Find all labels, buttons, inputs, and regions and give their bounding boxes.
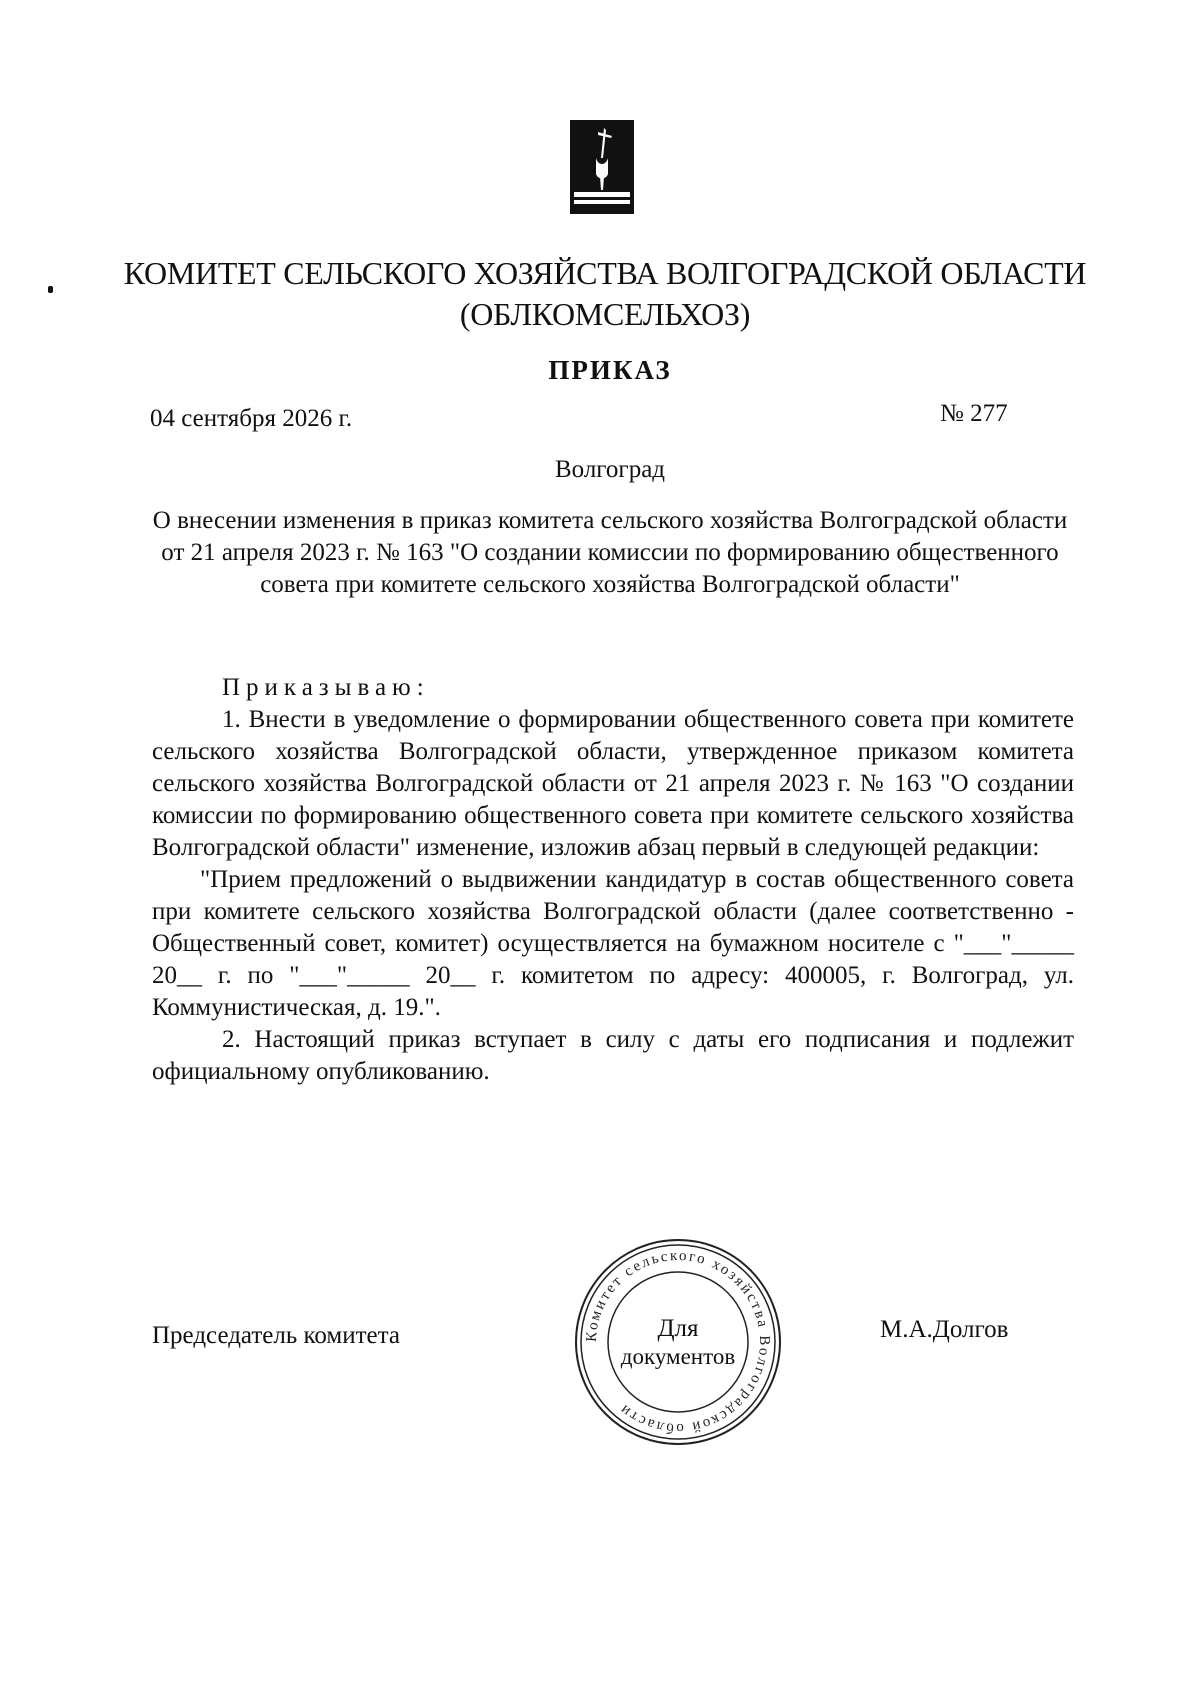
stamp-center-line-1: Для [657, 1315, 699, 1342]
signer-position: Председатель комитета [152, 1322, 400, 1349]
signer-name: М.А.Долгов [880, 1316, 1009, 1343]
order-item-1: 1. Внести в уведомление о формировании общественного совета при комитете сельского хозяйства Волгоградской области, утвержденное приказом комитета сельского хозяйства Волгоградской области от 21 апреля 2023 г. № 163 "О создании комиссии по формированию общественного совета при комитете сельского хозяйства Волгоградской области" изменение, изложив абзац первый в следующей редакции: [152, 706, 1074, 861]
document-type: ПРИКАЗ [548, 355, 672, 385]
document-body [152, 672, 1074, 1088]
order-lead: Приказываю: [222, 674, 430, 701]
organization-name: КОМИТЕТ СЕЛЬСКОГО ХОЗЯЙСТВА ВОЛГОГРАДСКОЙ ОБЛАСТИ [123, 255, 1087, 291]
document-subject: О внесении изменения в приказ комитета сельского хозяйства Волгоградской области от 21 апреля 2023 г. № 163 "О создании комиссии по формированию общественного совета при комитете сельского хозяйства Волгоградской области" [152, 507, 1068, 598]
official-stamp [572, 1236, 784, 1448]
document-city: Волгоград [554, 456, 666, 483]
document-date: 04 сентября 2026 г. [150, 405, 353, 432]
stamp-ring-text: Комитет сельского хозяйства Волгоградской области [583, 1247, 773, 1437]
volgograd-coat-of-arms-icon [568, 118, 636, 216]
order-item-1-quote: "Прием предложений о выдвижении кандидатур в состав общественного совета при комитете сельского хозяйства Волгоградской области (далее соответственно - Общественный совет, комитет) осуществляется на бумажном носителе с "___"_____ 20__ г. по "___"_____ 20__ г. комитетом по адресу: 400005, г. Волгоград, ул. Коммунистическая, д. 19.". [152, 866, 1074, 1021]
document-number: № 277 [940, 400, 1008, 427]
scan-mark [48, 286, 53, 293]
order-item-2: 2. Настоящий приказ вступает в силу с даты его подписания и подлежит официальному опубликованию. [152, 1026, 1074, 1085]
stamp-center-line-2: документов [620, 1344, 736, 1369]
organization-short-name: (ОБЛКОМСЕЛЬХОЗ) [459, 296, 751, 332]
